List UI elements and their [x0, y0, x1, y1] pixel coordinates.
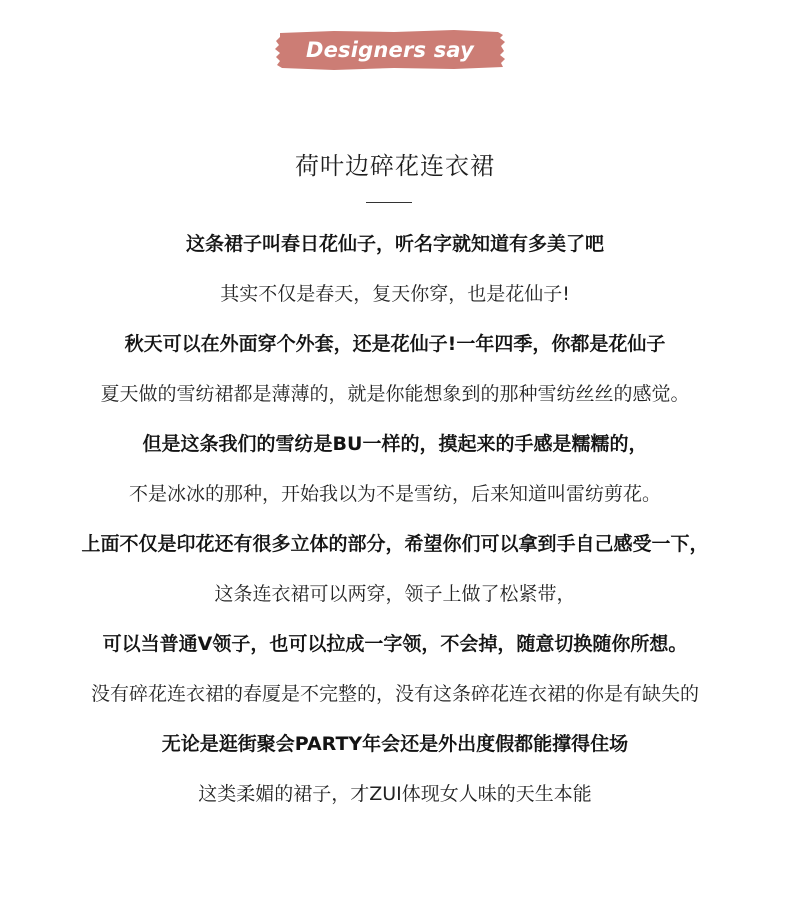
description-line: 可以当普通V领子，也可以拉成一字领，不会掉，随意切换随你所想。	[102, 633, 688, 655]
page-title: 荷叶边碎花连衣裙	[295, 152, 495, 180]
description-line: 无论是逛街聚会PARTY年会还是外出度假都能撑得住场	[161, 733, 629, 755]
description-line: 其实不仅是春天，复天你穿，也是花仙子!	[220, 283, 570, 305]
description-line: 上面不仅是印花还有很多立体的部分，希望你们可以拿到手自己感受一下，	[81, 533, 709, 555]
description-line: 这条连衣裙可以两穿，领子上做了松紧带，	[214, 583, 576, 605]
description-line: 这类柔媚的裙子，才ZUI体现女人味的天生本能	[198, 783, 592, 805]
designers-say-badge	[274, 29, 506, 71]
title-divider	[366, 202, 412, 203]
description-line: 但是这条我们的雪纺是BU一样的，摸起来的手感是糯糯的，	[142, 433, 648, 455]
description-line: 这条裙子叫春日花仙子，听名字就知道有多美了吧	[185, 233, 604, 255]
description-line: 秋天可以在外面穿个外套，还是花仙子!一年四季，你都是花仙子	[124, 333, 666, 355]
description-line: 没有碎花连衣裙的春厦是不完整的，没有这条碎花连衣裙的你是有缺失的	[90, 683, 699, 705]
badge-label: Designers say	[305, 38, 475, 62]
description-line: 夏天做的雪纺裙都是薄薄的，就是你能想象到的那种雪纺丝丝的感觉。	[100, 383, 690, 405]
description-line: 不是冰冰的那种，开始我以为不是雪纺，后来知道叫雷纺剪花。	[128, 483, 661, 505]
